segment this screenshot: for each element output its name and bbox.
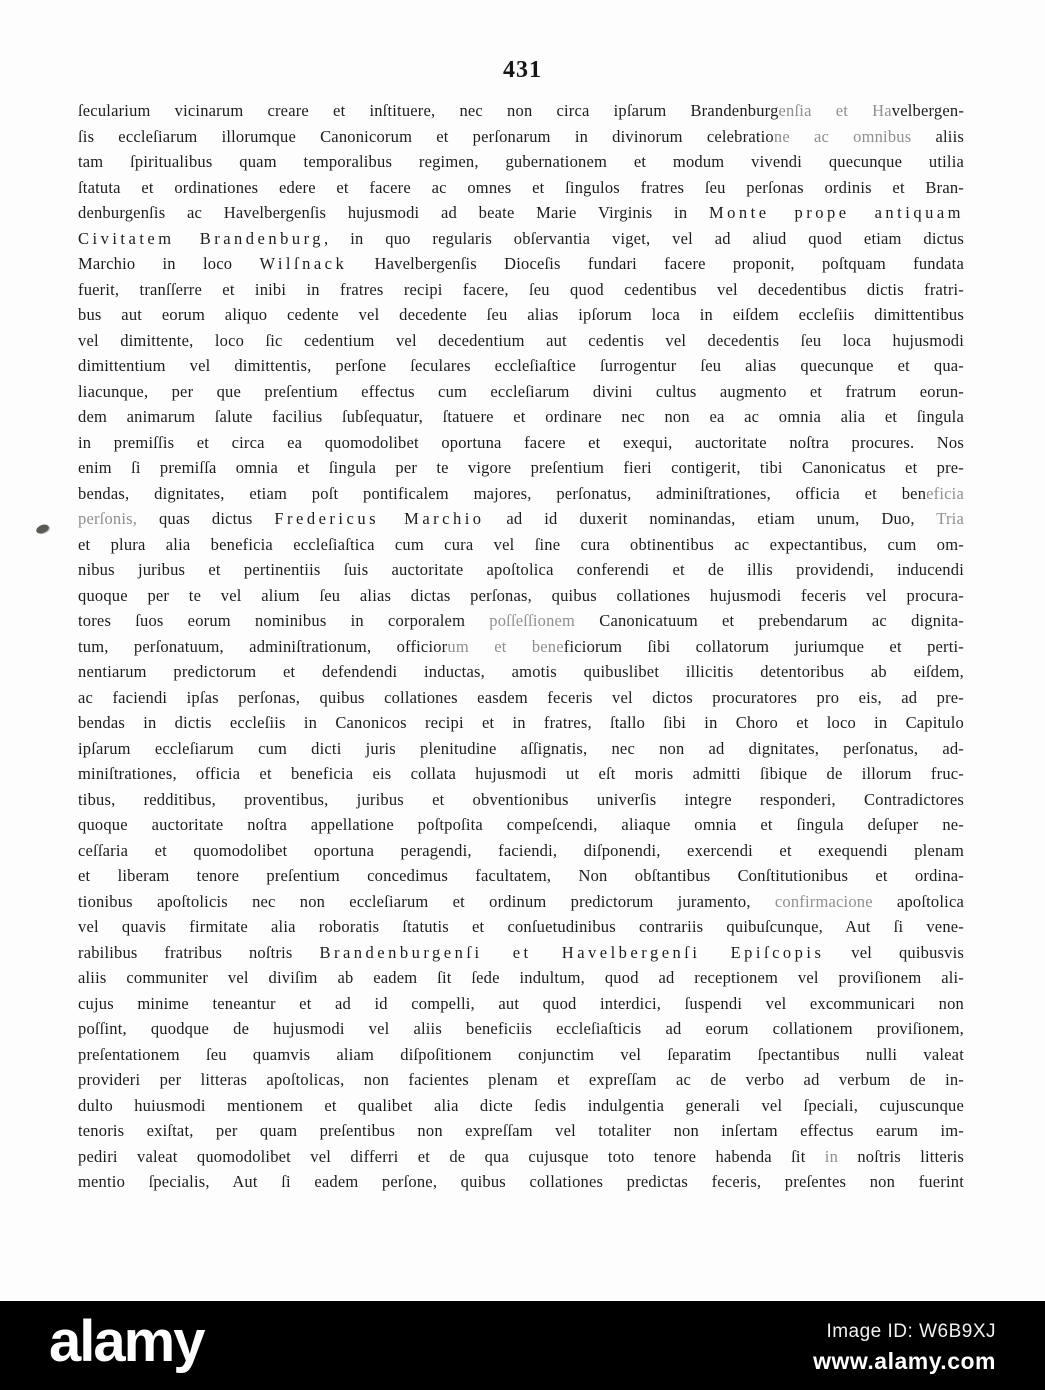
text-line: pediri valeat quomodolibet vel differri et de qua cujusque toto tenore habenda ſit in noſtris litteris (78, 1146, 964, 1166)
text-line: vel quavis firmitate alia roboratis ſtatutis et conſuetudinibus contrariis quibuſcunque, Aut ſi vene- (78, 917, 964, 936)
text-line: fuerit, tranſſerre et inibi in fratres recipi facere, ſeu quod cedentibus vel decedentibus dictis fratri- (78, 279, 964, 299)
text-line: bus aut eorum aliquo cedente vel decedente ſeu alias ipſorum loca in eiſdem eccleſiis dimittentibus (78, 305, 964, 324)
page-number: 431 (503, 57, 542, 83)
body-text (78, 98, 964, 1195)
text-line: quoque per te vel alium ſeu alias dictas perſonas, quibus collationes hujusmodi feceris vel procura- (78, 585, 964, 605)
text-line: bendas in dictis eccleſiis in Canonicos recipi et in fratres, ſtallo ſibi in Choro et loco in Capitulo (78, 713, 964, 732)
image-id-label: Image ID: W6B9XJ (826, 1321, 996, 1342)
text-line: in premiſſis et circa ea quomodolibet oportuna facere et exequi, auctoritate noſtra procures. Nos (78, 432, 964, 452)
text-line: poſſint, quodque de hujusmodi vel aliis beneficiis eccleſiaſticis ad eorum collationem proviſionem, (78, 1019, 964, 1038)
text-line: Marchio in loco Wilſnack Havelbergenſis Dioceſis fundari facere proponit, poſtquam fundata (78, 254, 964, 273)
text-line: ſis eccleſiarum illorumque Canonicorum et perſonarum in divinorum celebratione ac omnibus aliis (78, 126, 964, 146)
text-line: vel dimittente, loco ſic cedentium vel decedentium aut cedentis vel decedentis ſeu loca hujusmodi (78, 330, 964, 350)
text-line: ipſarum eccleſiarum cum dicti juris plenitudine aſſignatis, nec non ad dignitates, perſonatus, ad- (78, 738, 964, 758)
text-line: dulto huiusmodi mentionem et qualibet alia dicte ſedis indulgentia generali vel ſpeciali, cujuscunque (78, 1095, 964, 1115)
ink-speck-artifact (35, 523, 50, 535)
text-line: nentiarum predictorum et defendendi inductas, amotis quibuslibet illicitis detentoribus ab eiſdem, (78, 662, 964, 681)
text-line: perſonis, quas dictus Fredericus Marchio ad id duxerit nominandas, etiam unum, Duo, Tria (78, 509, 964, 528)
text-line: tam ſpiritualibus quam temporalibus regimen, gubernationem et modum vivendi quecunque utilia (78, 152, 964, 171)
text-line: miniſtrationes, officia et beneficia eis collata hujusmodi ut eſt moris admitti ſibique de illorum fruc- (78, 764, 964, 783)
text-line: et liberam tenore preſentium concedimus facultatem, Non obſtantibus Conſtitutionibus et ordina- (78, 866, 964, 885)
text-line: et plura alia beneficia eccleſiaſtica cum cura vel ſine cura obtinentibus ac expectantibus, cum om- (78, 534, 964, 554)
text-line: ſecularium vicinarum creare et inſtituere, nec non circa ipſarum Brandenburgenſia et Havelbergen- (78, 101, 965, 120)
text-line: tibus, redditibus, proventibus, juribus et obventionibus univerſis integre responderi, Contradictores (78, 789, 964, 809)
text-line: tenoris exiſtat, per quam preſentibus non expreſſam vel totaliter non inſertam effectus earum im- (78, 1121, 964, 1140)
text-line: bendas, dignitates, etiam poſt pontificalem majores, perſonatus, adminiſtrationes, officia et beneficia (78, 483, 964, 503)
text-line: preſentationem ſeu quamvis aliam diſpoſitionem conjunctim vel ſeparatim ſpectantibus nulli valeat (78, 1044, 964, 1064)
text-line: cujus minime teneantur et ad id compelli, aut quod interdici, ſuspendi vel excommunicari non (78, 993, 964, 1013)
text-line: nibus juribus et pertinentiis ſuis auctoritate apoſtolica conferendi et de illis providendi, inducendi (78, 560, 964, 579)
text-line: aliis communiter vel diviſim ab eadem ſit ſede indultum, quod ad receptionem vel proviſionem ali- (78, 968, 964, 987)
text-line: Civitatem Brandenburg, in quo regularis obſervantia viget, vel ad aliud quod etiam dictus (78, 228, 965, 248)
text-line: rabilibus fratribus noſtris Brandenburgenſi et Havelbergenſi Epiſcopis vel quibusvis (78, 942, 964, 962)
text-line: quoque auctoritate noſtra appellatione poſtpoſita compeſcendi, aliaque omnia et ſingula deſuper ne- (78, 815, 964, 834)
text-line: ac faciendi ipſas perſonas, quibus collationes easdem feceris vel dictos procuratores pro eis, ad pre- (78, 687, 964, 707)
text-line: tum, perſonatuum, adminiſtrationum, officiorum et beneficiorum ſibi collatorum juriumque et perti- (78, 636, 964, 656)
alamy-url-label: www.alamy.com (813, 1348, 996, 1374)
alamy-logo: alamy (49, 1309, 204, 1374)
text-line: ceſſaria et quomodolibet oportuna peragendi, faciendi, diſponendi, exercendi et exequendi plenam (78, 840, 964, 860)
text-line: liacunque, per que preſentium effectus cum eccleſiarum divini cultus augmento et fratrum eorun- (78, 381, 964, 401)
text-line: enim ſi premiſſa omnia et ſingula per te vigore preſentium fieri contigerit, tibi Canonicatus et pre- (78, 458, 964, 477)
text-line: dimittentium vel dimittentis, perſone ſeculares eccleſiaſtice ſurrogentur ſeu alias quecunque et qua- (78, 356, 964, 375)
alamy-meta (813, 1321, 996, 1375)
text-line: denburgenſis ac Havelbergenſis hujusmodi ad beate Marie Virginis in Monte prope antiquam (78, 203, 964, 222)
text-line: tionibus apoſtolicis nec non eccleſiarum et ordinum predictorum juramento, confirmacione apoſtolica (78, 891, 964, 911)
alamy-watermark-bar (0, 1301, 1045, 1390)
text-line: dem animarum ſalute facilius ſubſequatur, ſtatuere et ordinare nec non ea ac omnia alia et ſingula (78, 407, 964, 426)
text-line: mentio ſpecialis, Aut ſi eadem perſone, quibus collationes predictas feceris, preſentes non fuerint (78, 1172, 964, 1191)
text-line: provideri per litteras apoſtolicas, non facientes plenam et expreſſam ac de verbo ad verbum de in- (78, 1070, 964, 1089)
text-line: ſtatuta et ordinationes edere et facere ac omnes et ſingulos fratres ſeu perſonas ordinis et Bran- (78, 177, 964, 197)
text-line: tores ſuos eorum nominibus in corporalem poſſeſſionem Canonicatuum et prebendarum ac dignita- (78, 611, 964, 630)
